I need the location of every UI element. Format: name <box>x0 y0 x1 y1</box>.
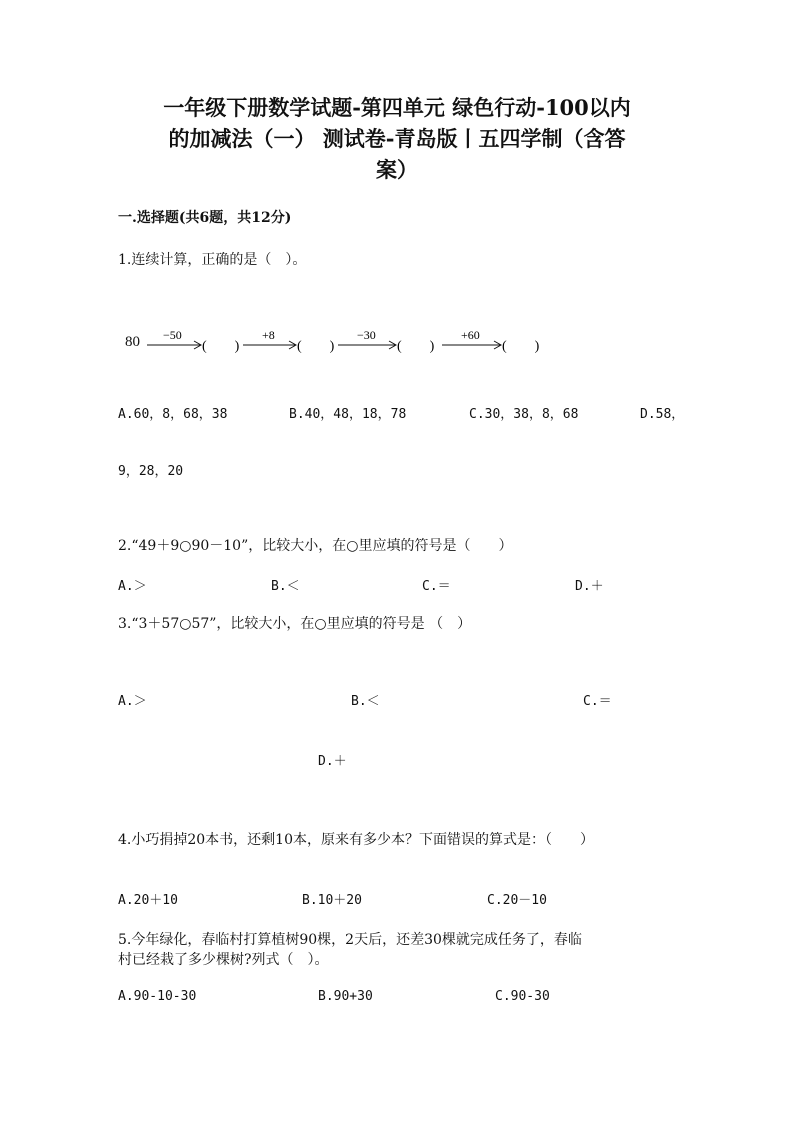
q1-arrow-4 <box>442 328 501 349</box>
q5-option-b: B.90+30 <box>318 989 373 1004</box>
q5-option-c: C.90-30 <box>495 989 550 1004</box>
q2-option-a: A.＞ <box>118 579 147 594</box>
title-line-3: 案） <box>376 157 418 182</box>
q2-option-b: B.＜ <box>271 579 300 594</box>
question-5-stem-line-1: 5.今年绿化，春临村打算植树90棵，2天后，还差30棵就完成任务了，春临 <box>118 932 582 948</box>
q4-option-a: A.20＋10 <box>118 893 178 908</box>
title-line-2: 的加减法（一） 测试卷-青岛版丨五四学制（含答 <box>168 126 626 151</box>
q1-option-a: A.60，8，68，38 <box>118 407 228 422</box>
q1-step-1-label: −50 <box>163 328 182 342</box>
q2-option-c: C.＝ <box>422 579 451 594</box>
q1-step-3-label: −30 <box>357 328 376 342</box>
title-line-1: 一年级下册数学试题-第四单元 绿色行动-100以内 <box>163 95 631 120</box>
q1-start-number: 80 <box>125 334 140 350</box>
question-5-stem-line-2: 村已经栽了多少棵树?列式（ ）。 <box>118 952 329 968</box>
q1-option-c: C.30，38，8，68 <box>469 407 579 422</box>
q1-calculation-chain <box>145 324 565 360</box>
q1-arrow-1 <box>147 328 201 349</box>
q2-option-d: D.＋ <box>575 579 604 594</box>
q1-arrow-3 <box>338 328 396 349</box>
q1-blank-4: ( ) <box>502 339 540 354</box>
q1-blank-3: ( ) <box>397 339 435 354</box>
q1-blank-2: ( ) <box>297 339 335 354</box>
question-3-stem: 3.“3＋57○57”，比较大小，在○里应填的符号是 （ ） <box>118 616 472 632</box>
section-heading: 一.选择题(共6题，共12分) <box>118 210 292 226</box>
q4-option-b: B.10＋20 <box>302 893 362 908</box>
q1-step-2-label: +8 <box>262 328 275 342</box>
q1-arrow-2 <box>243 328 296 349</box>
q3-option-a: A.＞ <box>118 694 147 709</box>
q3-option-b: B.＜ <box>351 694 380 709</box>
question-4-stem: 4.小巧捐掉20本书，还剩10本，原来有多少本？下面错误的算式是：（ ） <box>118 832 594 848</box>
question-2-stem: 2.“49＋9○90－10”，比较大小，在○里应填的符号是（ ） <box>118 538 513 554</box>
q1-option-d-continued: 9，28，20 <box>118 464 184 479</box>
q1-option-d: D.58， <box>640 407 685 422</box>
q1-option-b: B.40，48，18，78 <box>289 407 407 422</box>
q1-step-4-label: +60 <box>461 328 480 342</box>
q1-blank-1: ( ) <box>202 339 240 354</box>
page-title <box>100 92 694 185</box>
q3-option-c: C.＝ <box>583 694 612 709</box>
q5-option-a: A.90-10-30 <box>118 989 197 1004</box>
q4-option-c: C.20－10 <box>487 893 547 908</box>
q3-option-d: D.＋ <box>318 754 347 769</box>
question-1-stem: 1.连续计算，正确的是（ ）。 <box>118 252 307 268</box>
